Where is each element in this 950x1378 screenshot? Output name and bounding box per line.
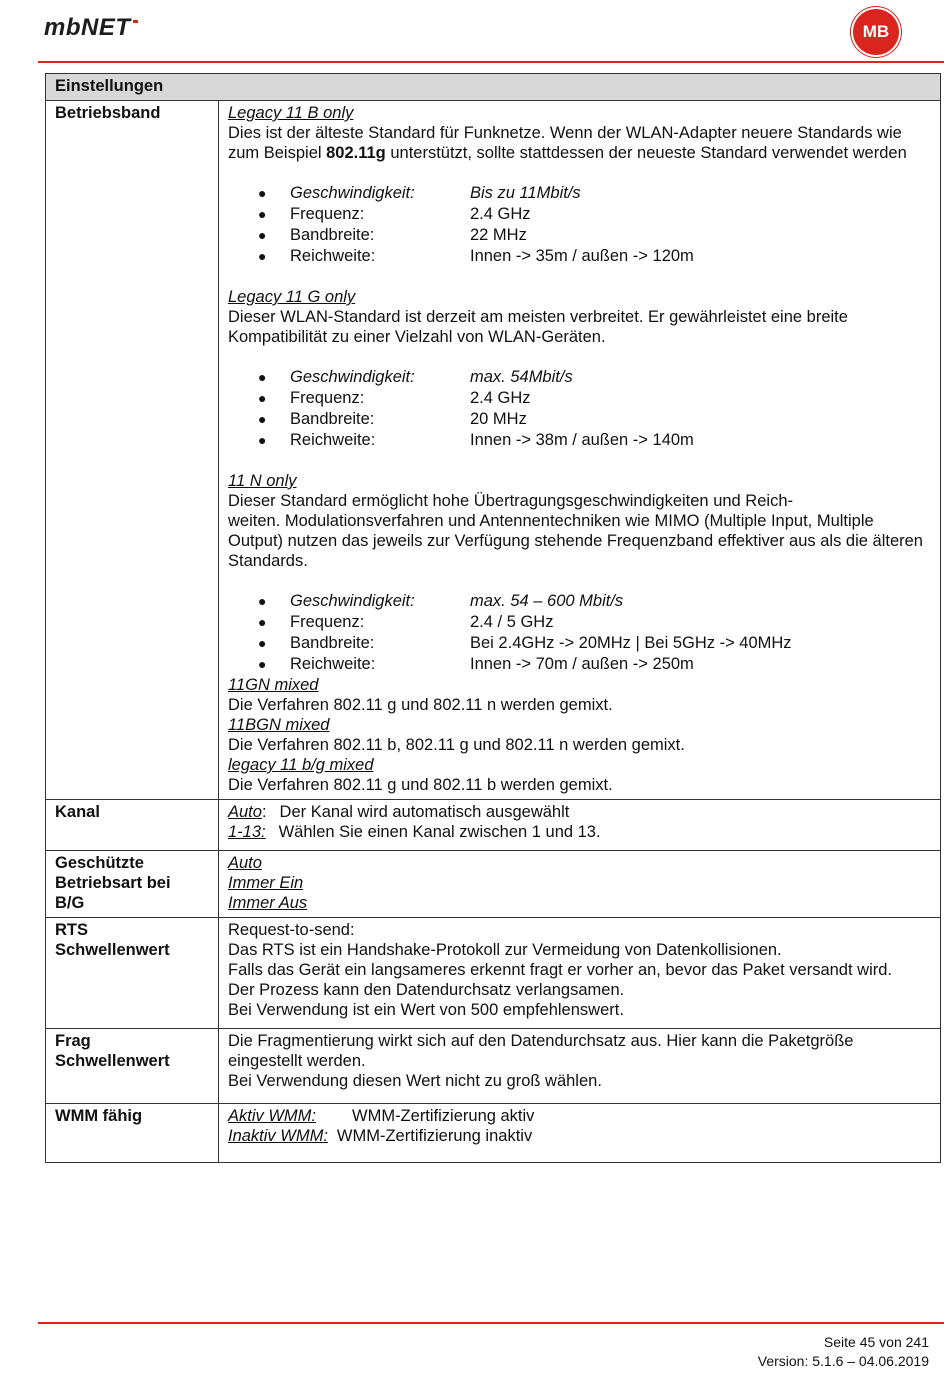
- row-label-kanal: Kanal: [46, 800, 219, 851]
- row-label-frag: Frag Schwellenwert: [46, 1029, 219, 1104]
- option-desc-b-only: Dies ist der älteste Standard für Funknetze. Wenn der WLAN-Adapter neuere Standards wie zum Beispiel 802.11g unterstützt, sollte stattdessen der neueste Standard verwendet werden: [228, 124, 907, 162]
- option-desc-bg-mixed: Die Verfahren 802.11 g und 802.11 b werden gemixt.: [228, 776, 613, 794]
- row-content-wmm: [219, 1104, 941, 1163]
- option-desc-n-only: weiten. Modulationsverfahren und Antennentechniken wie MIMO (Multiple Input, Multiple Output) nutzen das jeweils zur Verfügung stehende Frequenzband effektiver aus als die älteren Standards.: [228, 512, 923, 570]
- table-row-wmm: [46, 1104, 941, 1163]
- spec-speed-n: ● Geschwindigkeit: max. 54 – 600 Mbit/s: [258, 592, 624, 610]
- option-title-bgn-mixed: 11BGN mixed: [228, 716, 330, 734]
- page-footer: [758, 1333, 929, 1371]
- footer-divider: [38, 1322, 944, 1324]
- mb-badge-logo: MB: [853, 9, 899, 55]
- header-divider: [38, 61, 944, 63]
- kanal-auto: Auto: Der Kanal wird automatisch ausgewählt: [228, 803, 570, 821]
- kanal-range: 1-13: Wählen Sie einen Kanal zwischen 1 und 13.: [228, 823, 601, 841]
- spec-bw-n: ● Bandbreite: Bei 2.4GHz -> 20MHz | Bei 5GHz -> 40MHz: [258, 634, 792, 652]
- table-header-row: [46, 74, 941, 101]
- table-row-kanal: [46, 800, 941, 851]
- spec-bw-g: ● Bandbreite: 20 MHz: [258, 410, 527, 428]
- wmm-inactive: Inaktiv WMM: WMM-Zertifizierung inaktiv: [228, 1127, 533, 1145]
- row-content-betriebsband: [219, 101, 941, 800]
- option-desc-bgn-mixed: Die Verfahren 802.11 b, 802.11 g und 802.11 n werden gemixt.: [228, 736, 685, 754]
- row-label-schutz: Geschützte Betriebsart bei B/G: [46, 851, 219, 918]
- row-content-kanal: [219, 800, 941, 851]
- wmm-active: Aktiv WMM: WMM-Zertifizierung aktiv: [228, 1107, 535, 1125]
- row-label-wmm: WMM fähig: [46, 1104, 219, 1163]
- spec-freq-b: ● Frequenz: 2.4 GHz: [258, 205, 531, 223]
- table-title: Einstellungen: [46, 74, 941, 101]
- row-content-rts: Request-to-send: Das RTS ist ein Handshake-Protokoll zur Vermeidung von Datenkollisionen. Falls das Gerät ein langsameres erkennt fragt er vorher an, bevor das Paket versandt wird. Der Prozess kann den Datendurchsatz verlangsamen. Bei Verwendung ist ein Wert von 500 empfehlenswert.: [219, 918, 941, 1029]
- option-title-n-only: 11 N only: [228, 472, 297, 490]
- row-content-schutz: [219, 851, 941, 918]
- option-title-gn-mixed: 11GN mixed: [228, 676, 319, 694]
- spec-speed-g: ● Geschwindigkeit: max. 54Mbit/s: [258, 368, 573, 386]
- document-version: Version: 5.1.6 – 04.06.2019: [757, 1353, 929, 1369]
- option-desc-g-only: Dieser WLAN-Standard ist derzeit am meisten verbreitet. Er gewährleistet eine breite Kompatibilität zu einer Vielzahl von WLAN-Geräten.: [228, 308, 848, 346]
- schutz-option-immer-ein: Immer Ein: [228, 874, 304, 892]
- spec-speed-b: ● Geschwindigkeit: Bis zu 11Mbit/s: [258, 184, 581, 202]
- settings-table: [45, 73, 941, 1163]
- option-desc-n-only-line1: Dieser Standard ermöglicht hohe Übertragungsgeschwindigkeiten und Reich-: [228, 492, 793, 510]
- option-title-b-only: Legacy 11 B only: [228, 104, 354, 122]
- row-content-frag: Die Fragmentierung wirkt sich auf den Datendurchsatz aus. Hier kann die Paketgröße eingestellt werden. Bei Verwendung diesen Wert nicht zu groß wählen.: [219, 1029, 941, 1104]
- spec-bw-b: ● Bandbreite: 22 MHz: [258, 226, 527, 244]
- page-number: Seite 45 von 241: [823, 1334, 929, 1350]
- spec-freq-n: ● Frequenz: 2.4 / 5 GHz: [258, 613, 554, 631]
- option-title-g-only: Legacy 11 G only: [228, 288, 356, 306]
- option-title-bg-mixed: legacy 11 b/g mixed: [228, 756, 374, 774]
- logo-accent-mark: [133, 20, 138, 23]
- spec-range-n: ● Reichweite: Innen -> 70m / außen -> 250m: [258, 655, 694, 673]
- spec-range-b: ● Reichweite: Innen -> 35m / außen -> 120m: [258, 247, 694, 265]
- option-desc-gn-mixed: Die Verfahren 802.11 g und 802.11 n werden gemixt.: [228, 696, 613, 714]
- mbnet-logo: mbNET: [44, 14, 138, 42]
- table-row-frag: [46, 1029, 941, 1104]
- table-row-betriebsband: [46, 101, 941, 800]
- table-row-rts: [46, 918, 941, 1029]
- row-label-betriebsband: Betriebsband: [46, 101, 219, 800]
- spec-range-g: ● Reichweite: Innen -> 38m / außen -> 140m: [258, 431, 694, 449]
- schutz-option-auto: Auto: [228, 854, 262, 872]
- spec-freq-g: ● Frequenz: 2.4 GHz: [258, 389, 531, 407]
- schutz-option-immer-aus: Immer Aus: [228, 894, 308, 912]
- table-row-schutz: [46, 851, 941, 918]
- row-label-rts: RTS Schwellenwert: [46, 918, 219, 1029]
